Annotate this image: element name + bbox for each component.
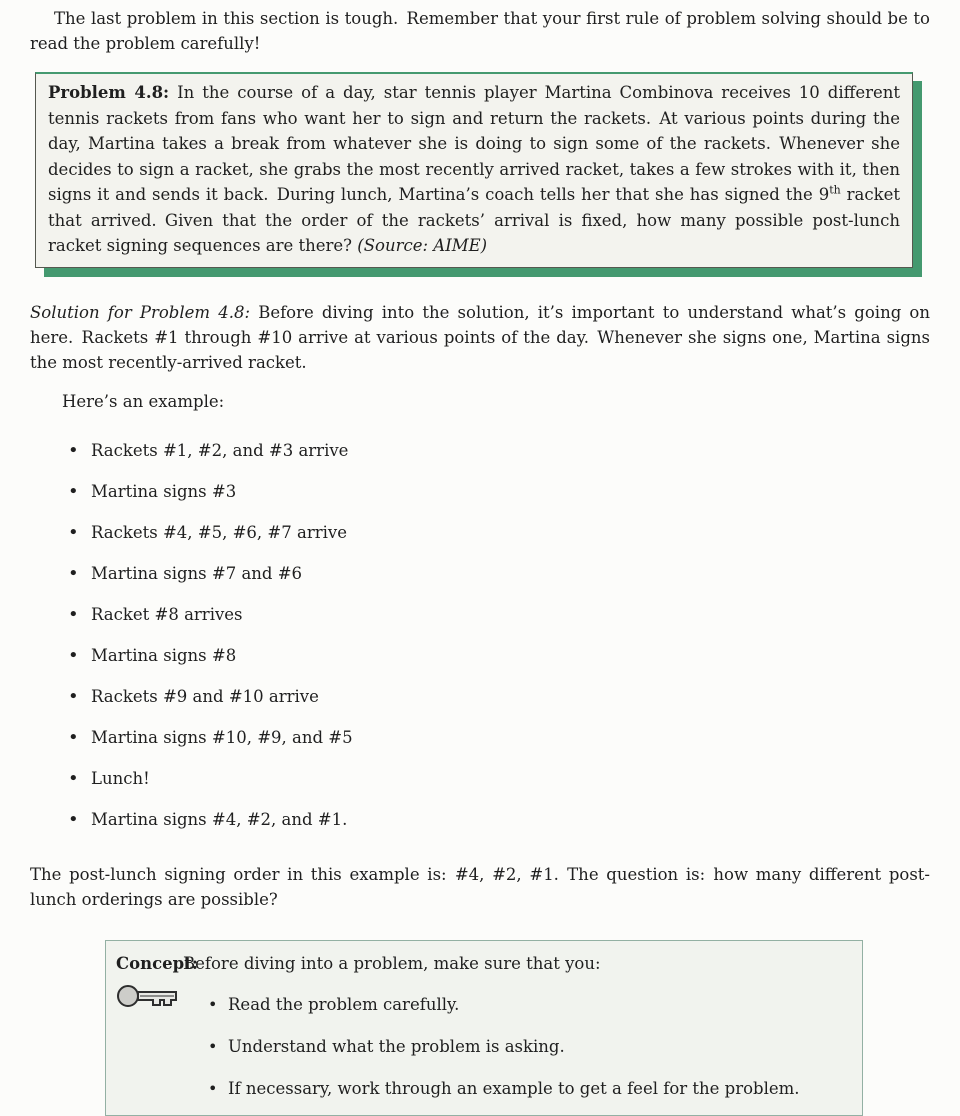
problem-superscript: th [829,183,841,197]
concept-box [105,940,863,1116]
example-item: • Martina signs #4, #2, and #1. [68,807,960,832]
example-item: • Martina signs #7 and #6 [68,561,960,586]
problem-box [35,72,913,268]
concept-intro: Before diving into a problem, make sure that you: [183,953,601,973]
concept-left-column [116,951,198,1101]
problem-body-2: racket that arrived. Given that the order of the rackets’ arrival is fixed, how many possible post-lunch racket signing sequences are there? [48,185,900,255]
problem-source: (Source: AIME) [357,236,488,255]
problem-label: Problem 4.8: [48,83,170,102]
solution-lead: Solution for Problem 4.8: [30,302,251,322]
concept-right-column [173,951,850,1101]
example-item: • Racket #8 arrives [68,602,960,627]
concept-list [208,992,850,1101]
solution-body: Before diving into the solution, it’s important to understand what’s going on here. Rackets #1 through #10 arrive at various points of the day. Whenever she signs one, Martina signs the most recently-arrived racket. [30,302,930,372]
key-icon [116,982,180,1012]
concept-item: • Understand what the problem is asking. [208,1034,850,1059]
example-item: • Rackets #4, #5, #6, #7 arrive [68,520,960,545]
example-item: • Martina signs #3 [68,479,960,504]
example-list [68,438,960,832]
example-item: • Lunch! [68,766,960,791]
solution-paragraph [30,300,930,375]
example-item: • Rackets #1, #2, and #3 arrive [68,438,960,463]
problem-body-1: In the course of a day, star tennis player Martina Combinova receives 10 different tennis rackets from fans who want her to sign and return the rackets. At various points during the day, Martina takes a break from whatever she is doing to sign some of the rackets. Whenever she decides to sign a racket, she grabs the most recently arrived racket, takes a few strokes with it, then signs it and sends it back. During lunch, Martina’s coach tells her that she has signed the 9 [48,83,900,204]
example-item: • Rackets #9 and #10 arrive [68,684,960,709]
example-item: • Martina signs #10, #9, and #5 [68,725,960,750]
concept-item: • Read the problem carefully. [208,992,850,1017]
example-item: • Martina signs #8 [68,643,960,668]
example-intro: Here’s an example: [62,391,225,411]
closing-paragraph: The post-lunch signing order in this example is: #4, #2, #1. The question is: how many different post-lunch orderings are possible? [30,864,930,909]
concept-label: Concept: [116,953,198,973]
intro-paragraph: The last problem in this section is tough. Remember that your first rule of problem solving should be to read the problem carefully! [30,9,930,53]
concept-item: • If necessary, work through an example to get a feel for the problem. [208,1076,850,1101]
